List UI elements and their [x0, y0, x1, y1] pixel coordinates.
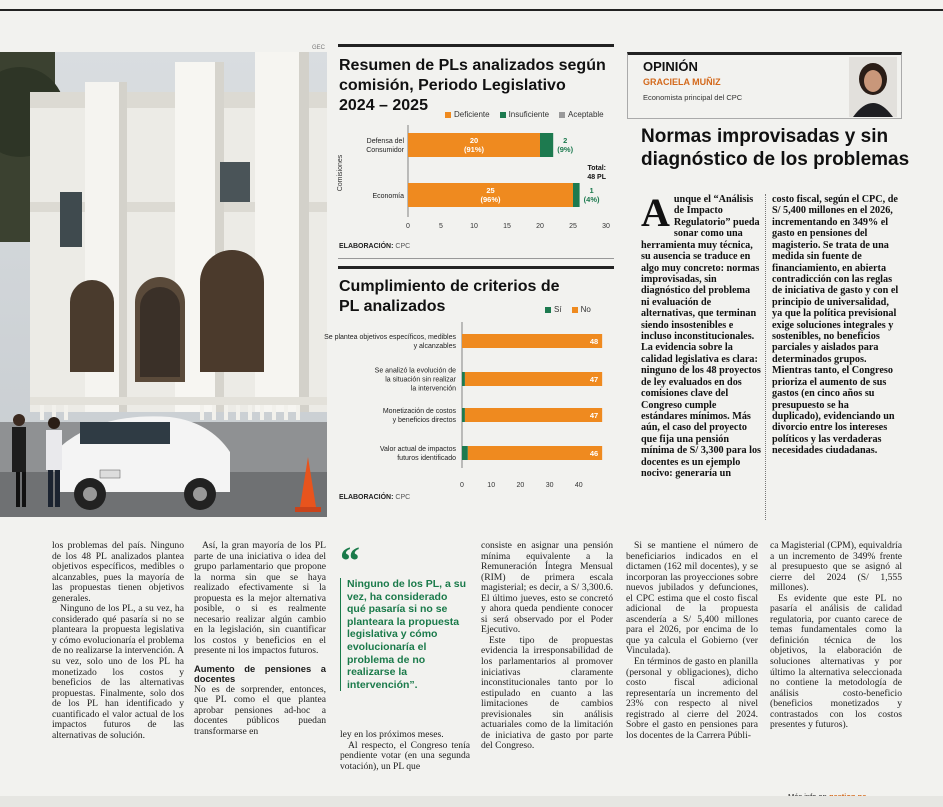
chart1-title-line-1: Resumen de PLs analizados según	[339, 57, 606, 74]
author-name: GRACIELA MUÑIZ	[643, 77, 721, 87]
chart2-x-tick: 40	[574, 482, 583, 489]
chart1-category-label: Economía	[372, 193, 404, 200]
chart1-x-tick: 10	[470, 223, 478, 230]
paragraph: ca Magisterial (CPM), equivaldría a un incremento de 349% frente al presupuesto que se asignó al cierre del 2024 (S/ 1,555 millones).	[770, 540, 902, 594]
body-column-3	[340, 730, 470, 790]
chart2-value-label: 46	[589, 449, 599, 458]
chart1-value-label: (4%)	[583, 195, 600, 204]
legend-item-insuficiente: Insuficiente	[500, 110, 549, 119]
chart2-value-label: 47	[589, 375, 599, 384]
paragraph: los problemas del país. Ninguno de los 48 PL analizados plantea objetivos específicos, medibles o alcanzables, pues la mayoría de las propuestas tienen objetivos generales.	[52, 540, 184, 604]
opinion-column-1	[641, 190, 761, 524]
bottom-band	[0, 796, 943, 807]
chart1-x-tick: 20	[536, 223, 544, 230]
paragraph: Ninguno de los PL, a su vez, ha considerado qué pasaría si no se planteara la propuesta legislativa y cómo evolucionaría el problema de no realizarse la intervención. A su vez, solo uno de los PL ha monetizado los costos y beneficios de las alternativas propuestas. Finalmente, solo dos de los PL han identificado y cuantificado el valor actual de los impactos futuros de las alternativas de solución.	[52, 603, 184, 741]
chart2-title-line-2: PL analizados	[339, 298, 446, 315]
chart2-bar-si	[462, 372, 465, 386]
paragraph: No es de sorprender, entonces, que PL como el que plantea aprobar pensiones ad-hoc a docentes públicos puedan transformarse en	[194, 683, 326, 737]
body-column-4	[481, 541, 613, 786]
legend-item-aceptable: Aceptable	[559, 110, 604, 119]
chart2-bar-si	[462, 408, 465, 422]
chart1-title-line-2: comisión, Periodo Legislativo	[339, 77, 566, 94]
pull-quote	[340, 538, 468, 691]
chart1-value-label: (91%)	[463, 145, 485, 154]
chart2-x-tick: 10	[487, 482, 496, 489]
chart1-x-tick: 30	[602, 223, 610, 230]
headline-line-2: diagnóstico de los problemas	[641, 148, 910, 170]
chart2-category-label: y beneficios directos	[392, 417, 456, 424]
chart2-source: ELABORACIÓN: CPC	[339, 494, 411, 501]
paragraph: Así, la gran mayoría de los PL parte de una iniciativa o idea del grupo parlamentario que propone la norma sin que se haya realizado efectivamente si la propuesta es la mejor alternativa posible, o si es realmente necesario realizar algún cambio en la legislación, sin cuantificar los costos y beneficios en el presente ni los impactos futuros.	[194, 540, 326, 657]
chart2-plot	[324, 322, 618, 492]
chart2-bar-no	[465, 408, 602, 422]
chart1-total-label: 48 PL	[587, 174, 606, 181]
chart2-category-label: la intervención	[410, 385, 456, 393]
chart2-value-label: 47	[589, 411, 599, 420]
chart2-bar-si	[462, 446, 468, 460]
paragraph: Al respecto, el Congreso tenía pendiente votar (en una segunda votación), un PL que	[340, 739, 470, 772]
chart2-value-label: 48	[589, 337, 599, 346]
subheading: Aumento de pensiones a docentes	[194, 663, 326, 685]
chart2-category-label: la situación sin realizar	[385, 376, 456, 384]
opinion-headline	[641, 126, 911, 172]
legend-item-deficiente: Deficiente	[445, 110, 490, 119]
chart1-bar-insuficiente	[540, 133, 553, 157]
chart1-value-label: 25	[486, 186, 495, 195]
chart1-category-label: Defensa del	[366, 138, 404, 145]
chart2-category-label: Monetización de costos	[382, 408, 456, 415]
chart1-y-axis-label: Comisiones	[337, 154, 344, 192]
chart2-category-label: Se analizó la evolución de	[374, 367, 456, 375]
chart2-category-label: y alcanzables	[413, 343, 456, 350]
chart2-x-tick: 20	[516, 482, 525, 489]
chart1-value-label: (9%)	[557, 145, 574, 154]
headline-line-1: Normas improvisadas y sin	[641, 126, 889, 147]
chart1-total-label: Total:	[587, 165, 606, 172]
chart2-category-label: Se plantea objetivos específicos, medibles	[324, 334, 456, 341]
body-column-2	[194, 541, 326, 786]
paragraph: Si se mantiene el número de beneficiarios indicados en el dictamen (162 mil docentes), y se incorporan las proyecciones sobre nuevos jubilados y defunciones, el CPC estima que el costo fiscal adicional de la propuesta ascendería a S/ 5,400 millones para el 2026, por encima de lo que ya calcula el Gobierno (ver Vinculada).	[626, 540, 758, 657]
congress-building-photo	[0, 52, 327, 517]
pull-quote-text: Ninguno de los PL, a su vez, ha considerado qué pasaría si no se planteara la propuesta legislativa y cómo evolucionaría el problema de no realizarse la intervención”.	[340, 578, 468, 691]
chart2-category-label: futuros identificado	[397, 455, 456, 462]
chart1-source: ELABORACIÓN: CPC	[339, 243, 411, 250]
chart2-bar-no	[462, 334, 602, 348]
body-column-6	[770, 541, 902, 781]
chart2-title-line-1: Cumplimiento de criterios de	[339, 278, 560, 295]
chart1-bar-insuficiente	[573, 183, 580, 207]
body-column-1	[52, 541, 184, 786]
chart1-x-tick: 5	[439, 223, 443, 230]
top-rule	[0, 9, 943, 11]
opinion-text-1: unque el “Análisis de Impacto Regulatorio” pueda sonar como una herramienta muy técnica, su ausencia se traduce en algo muy concreto: normas improvisadas, sin diagnóstico del problema ni evaluación de alternativas, que terminan siendo insostenibles e incluso inconstitucionales. La evidencia sobre la calidad legislativa es clara: ninguno de los 48 proyectos de ley evaluados en dos comisiones clave del Congreso cumple estándares mínimos. Más aún, el caso del proyecto que fija una pensión mínima de S/ 3,300 para los docentes es un ejemplo nocivo: generaría un	[641, 194, 761, 480]
legend-item-no: No	[572, 305, 591, 314]
chart1-value-label: 2	[563, 136, 568, 145]
paragraph: ley en los próximos meses.	[340, 729, 444, 740]
chart1-x-tick: 0	[406, 223, 410, 230]
opinion-label: OPINIÓN	[643, 59, 698, 74]
chart1-plot	[338, 125, 618, 240]
chart2-x-tick: 30	[545, 482, 554, 489]
chart2-bar-no	[465, 372, 602, 386]
chart1-value-label: 1	[589, 186, 594, 195]
chart1-title	[339, 56, 619, 116]
opinion-divider	[765, 194, 766, 520]
paragraph: Es evidente que este PL no pasaría el análisis de calidad regulatoria, por cuanto carece de temas fundamentales como la definición técnica de los objetivos, la elaboración de soluciones alternativas y por último la alternativa seleccionada no contiene la metodología de análisis costo-beneficio (beneficios monetizados y contrastados con los costos presentes y futuros).	[770, 592, 902, 731]
chart2-legend	[545, 305, 591, 314]
chart1-x-tick: 15	[503, 223, 511, 230]
opinion-column-2	[772, 194, 900, 524]
photo-credit: GEC	[312, 45, 326, 51]
chart1-top-rule	[338, 44, 614, 47]
chart1-category-label: Consumidor	[366, 147, 404, 154]
chart2-category-label: Valor actual de impactos	[379, 446, 456, 453]
chart1-x-tick: 25	[569, 223, 577, 230]
chart1-value-label: 20	[469, 136, 479, 145]
chart2-bar-no	[468, 446, 602, 460]
chart1-legend	[445, 110, 604, 119]
paragraph: consiste en asignar una pensión mínima equivalente a la Remuneración Íntegra Mensual (RIM) de primera escala magisterial; es decir, a S/ 3,300.6. El último jueves, esto se concretó y ahora queda pendiente conocer si será observado por el Poder Ejecutivo.	[481, 540, 613, 636]
legend-item-si: Sí	[545, 305, 562, 314]
quote-mark-icon: “	[340, 538, 360, 583]
drop-cap: A	[641, 190, 670, 235]
paragraph: En términos de gasto en planilla (personal y obligaciones), dicho costo fiscal adicional representaría un incremento del 23% con respecto al nivel registrado al cierre del 2024. Sobre el gasto en pensiones para los docentes de la Carrera Públi-	[626, 656, 758, 741]
chart1-title-line-3: 2024 – 2025	[339, 97, 428, 114]
paragraph: Este tipo de propuestas evidencia la irresponsabilidad de los parlamentarios al promover iniciativas claramente inconstitucionales tanto por lo estipulado en cuanto a las limitaciones de cambios previsionales sin análisis actuariales como de la limitación de iniciativa de gasto por parte del Congreso.	[481, 634, 613, 752]
chart1-value-label: (96%)	[480, 195, 501, 204]
chart2-top-rule	[338, 266, 614, 269]
author-avatar	[849, 57, 897, 117]
chart2-x-tick: 0	[460, 482, 464, 489]
chart-divider	[338, 258, 614, 259]
author-role: Economista principal del CPC	[643, 93, 743, 102]
body-column-5	[626, 541, 758, 786]
opinion-header	[627, 52, 902, 119]
opinion-text-2: costo fiscal, según el CPC, de S/ 5,400 millones en el 2026, incrementando en 349% el gasto en pensiones del magisterio. Se trata de una medida sin fuente de financiamiento, en abierta contradicción con las reglas de iniciativa de gasto y con el principio de universalidad, ya que la política previsional exige soluciones integrales y sostenibles, no beneficios parciales y aislados para determinados grupos. Mientras tanto, el Congreso prioriza el aumento de sus gastos (en cinco años su presupuesto se ha duplicado), evidenciando un divorcio entre los intereses políticos y las verdaderas necesidades ciudadanas.	[772, 194, 899, 457]
